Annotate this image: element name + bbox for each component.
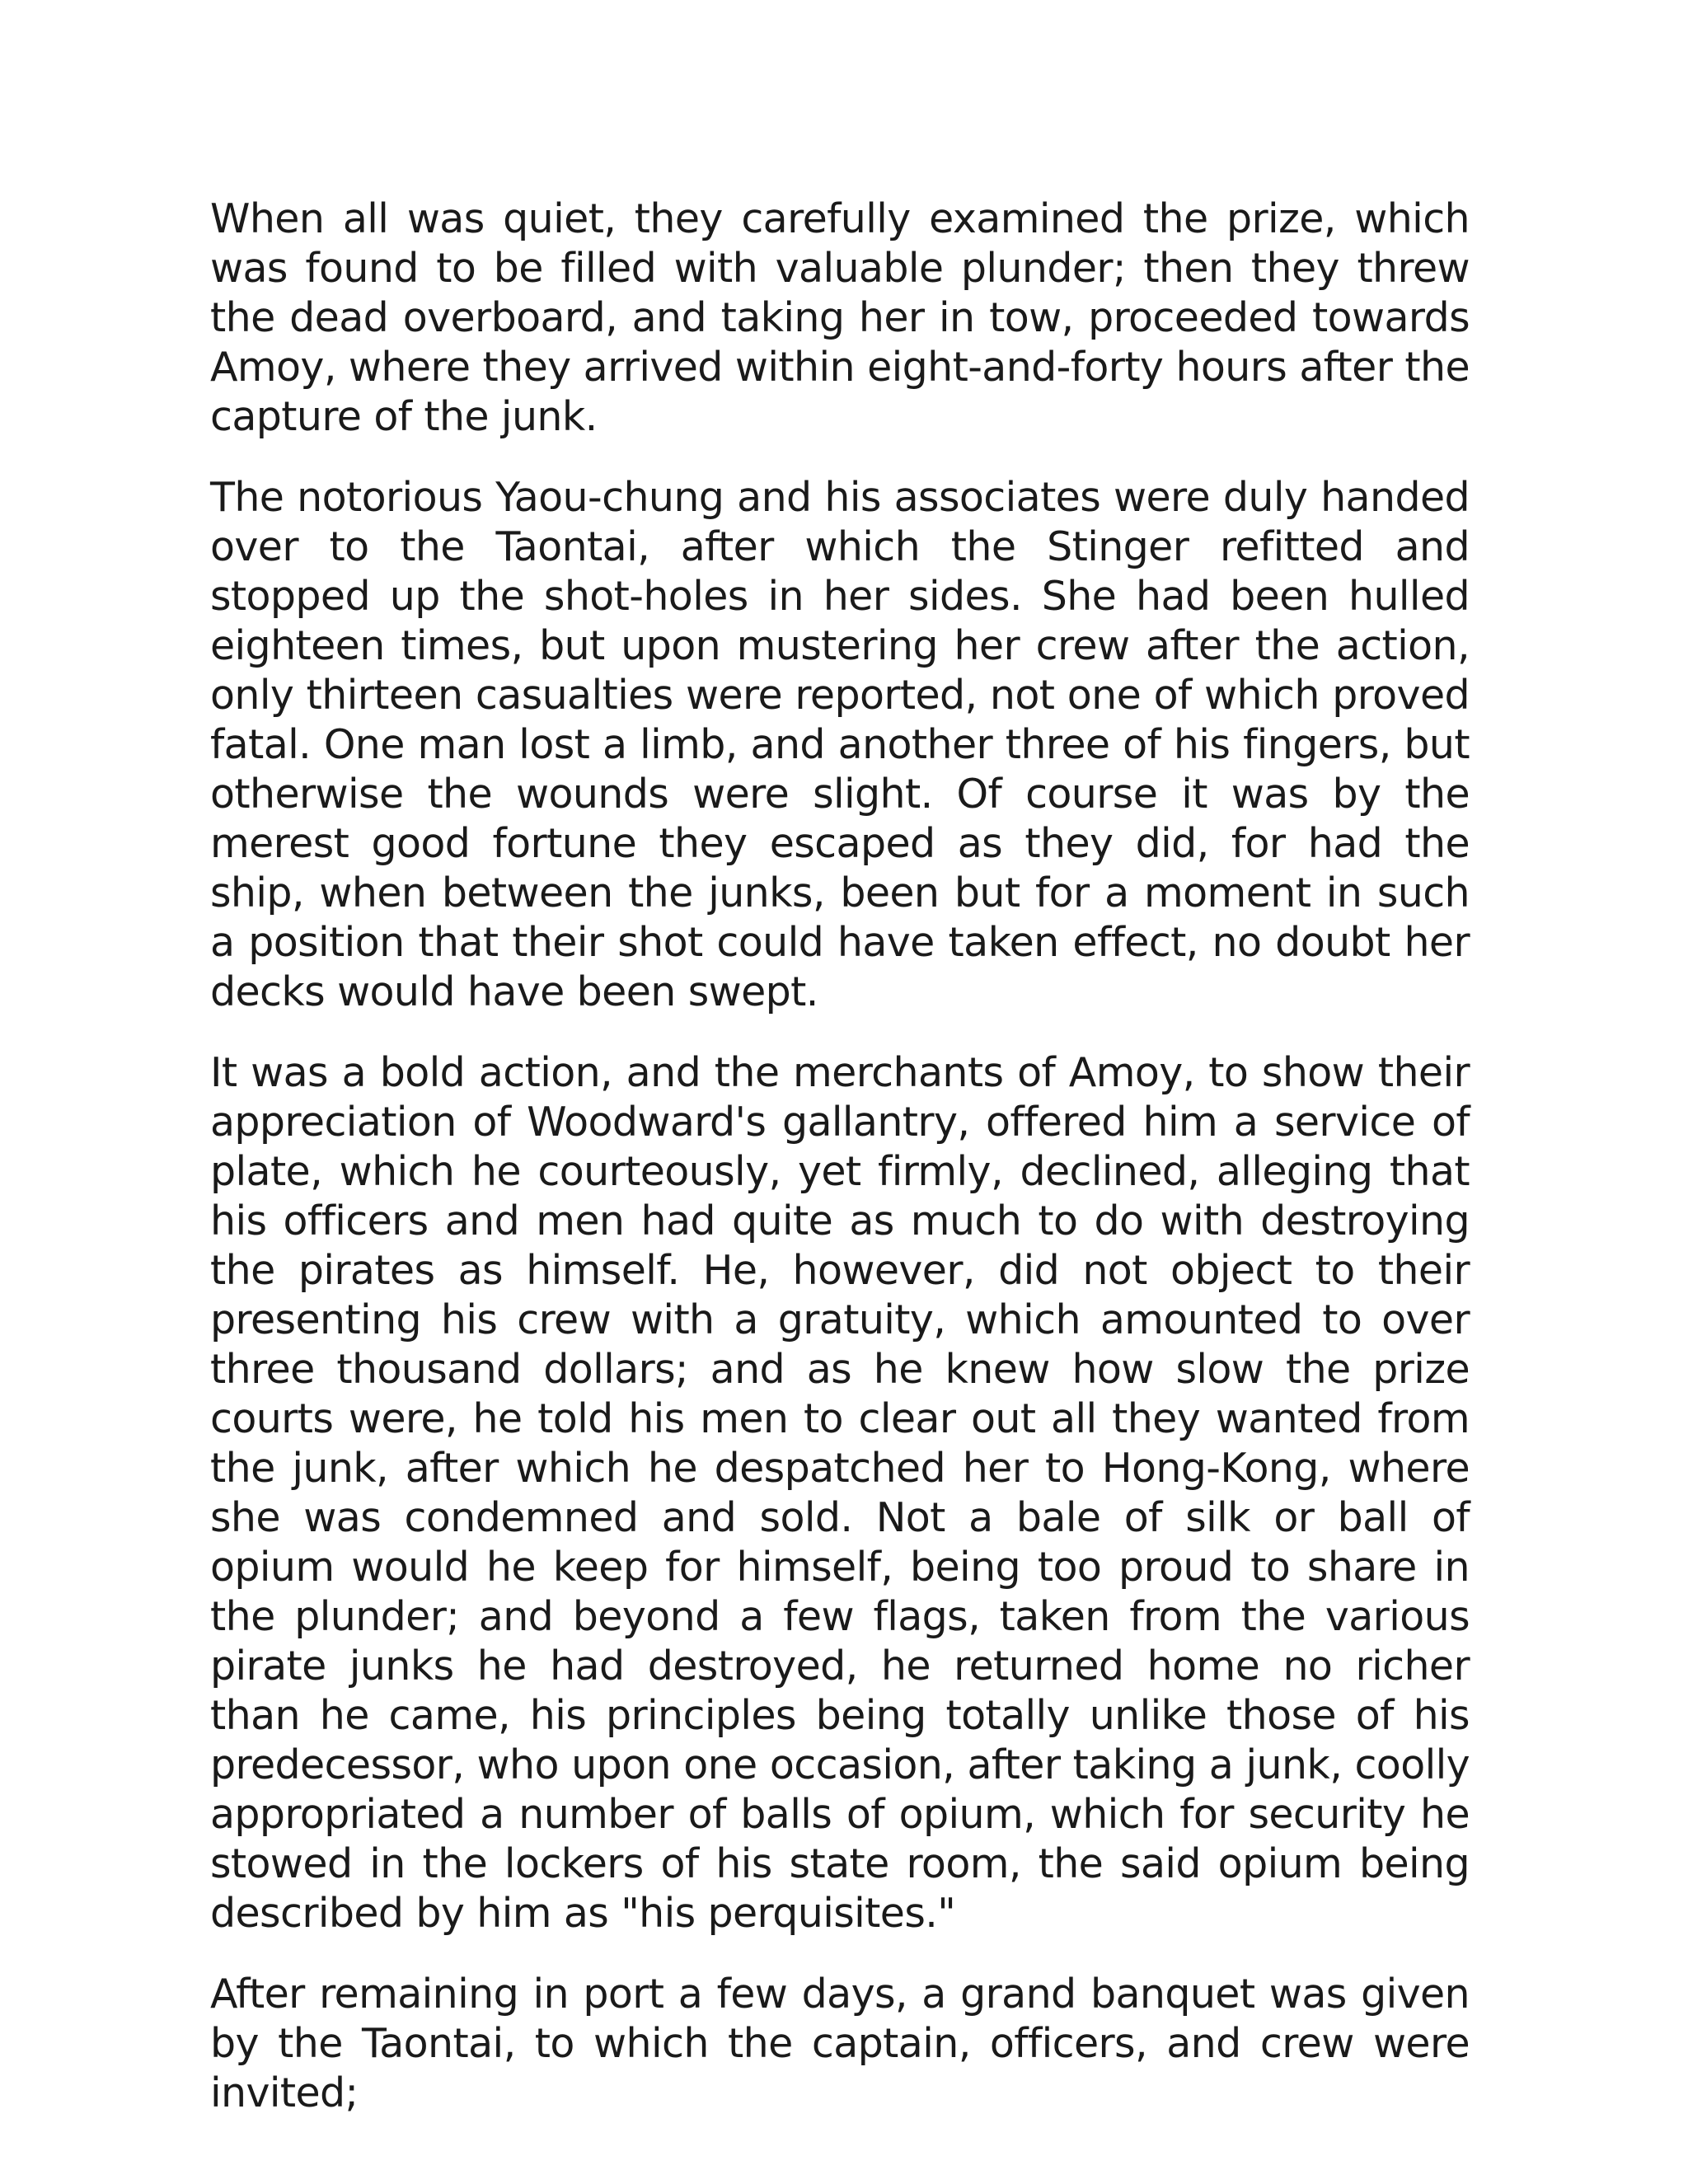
paragraph-3: It was a bold action, and the merchants of Amoy, to show their appreciation of Woodward's gallantry, offered him a service of plate, which he courteously, yet firmly, declined, alleging that his officers and men had quite as much to do with destroying the pirates as himself. He, however, did not object to their presenting his crew with a gratuity, which amounted to over three thousand dollars; and as he knew how slow the prize courts were, he told his men to clear out all they wanted from the junk, after which he despatched her to Hong-Kong, where she was condemned and sold. Not a bale of silk or ball of opium would he keep for himself, being too proud to share in the plunder; and beyond a few flags, taken from the various pirate junks he had destroyed, he returned home no richer than he came, his principles being totally unlike those of his predecessor, who upon one occasion, after taking a junk, coolly appropriated a number of balls of opium, which for security he stowed in the lockers of his state room, the said opium being described by him as "his perquisites."	[210, 1049, 1470, 1937]
document-page	[210, 194, 1470, 2118]
paragraph-1: When all was quiet, they carefully examined the prize, which was found to be filled with valuable plunder; then they threw the dead overboard, and taking her in tow, proceeded towards Amoy, where they arrived within eight-and-forty hours after the capture of the junk.	[210, 195, 1470, 440]
paragraph-4: After remaining in port a few days, a grand banquet was given by the Taontai, to which the captain, officers, and crew were invited;	[210, 1971, 1470, 2116]
paragraph-2: The notorious Yaou-chung and his associates were duly handed over to the Taontai, after which the Stinger refitted and stopped up the shot-holes in her sides. She had been hulled eighteen times, but upon mustering her crew after the action, only thirteen casualties were reported, not one of which proved fatal. One man lost a limb, and another three of his fingers, but otherwise the wounds were slight. Of course it was by the merest good fortune they escaped as they did, for had the ship, when between the junks, been but for a moment in such a position that their shot could have taken effect, no doubt her decks would have been swept.	[210, 474, 1470, 1015]
